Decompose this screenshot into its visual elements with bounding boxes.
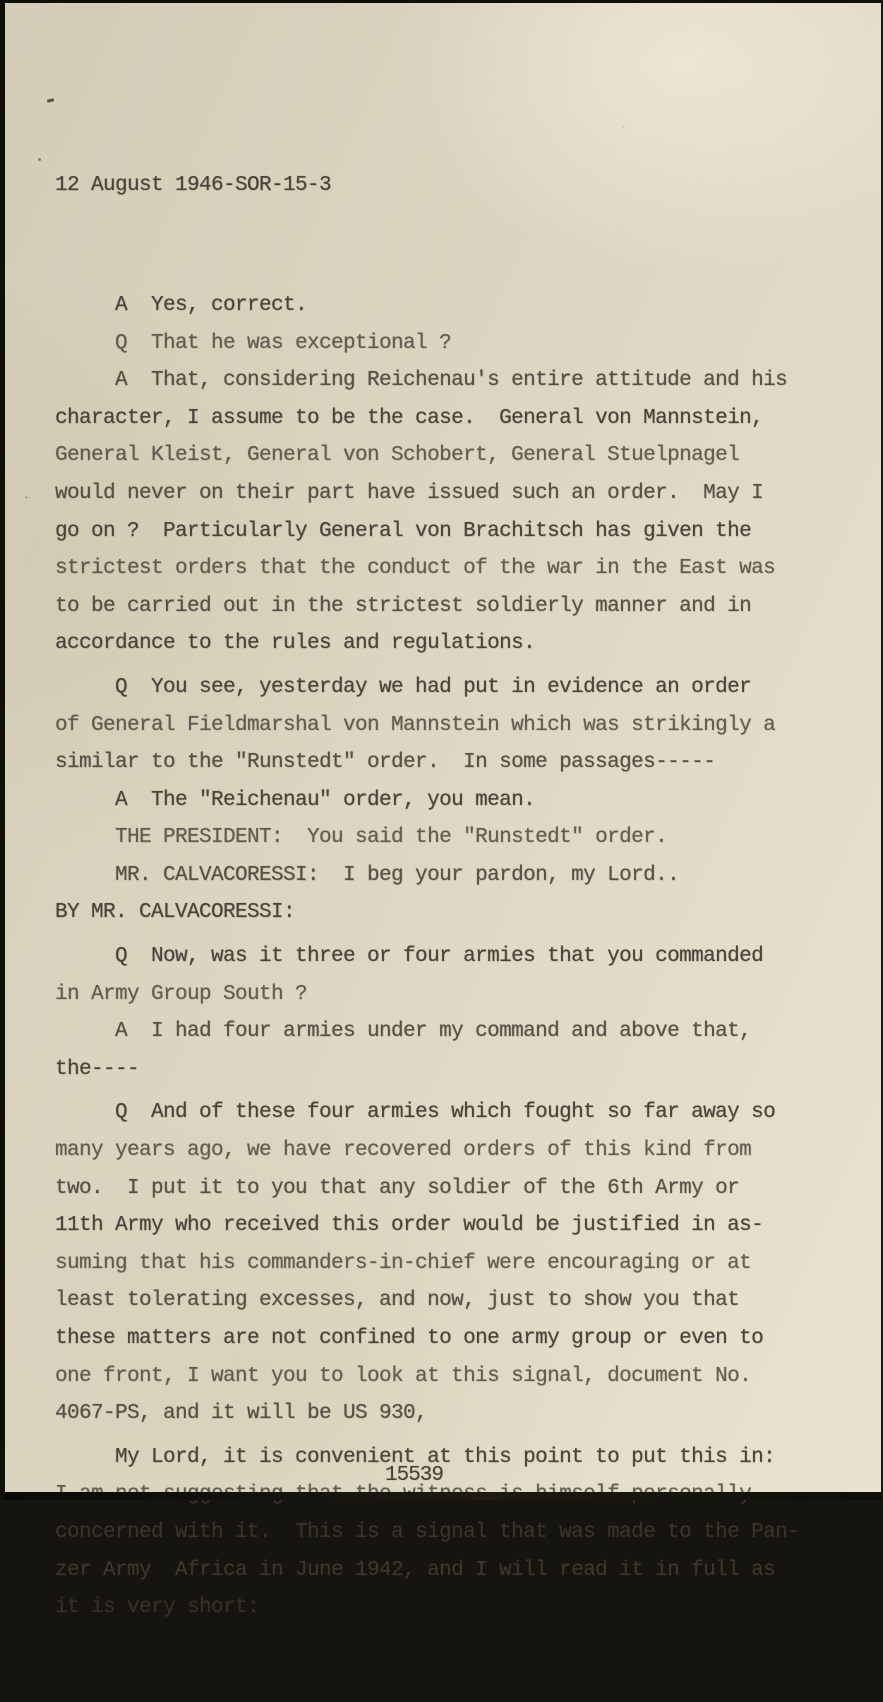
document-line: A That, considering Reichenau's entire attitude and his (55, 369, 788, 393)
document-line: Q And of these four armies which fought so far away so (55, 1101, 776, 1125)
document-line: accordance to the rules and regulations. (55, 632, 536, 656)
document-line: My Lord, it is convenient at this point to put this in: (55, 1445, 776, 1469)
paragraph (55, 287, 853, 663)
paragraph (55, 1094, 853, 1432)
document-line: General Kleist, General von Schobert, General Stuelpnagel (55, 444, 740, 468)
page-number: 15539 (385, 1464, 444, 1487)
document-line: two. I put it to you that any soldier of the 6th Army or (55, 1176, 740, 1200)
document-line: would never on their part have issued such an order. May I (55, 481, 764, 505)
document-line: the---- (55, 1057, 140, 1081)
document-line: 4067-PS, and it will be US 930, (55, 1402, 428, 1426)
document-line: Q That he was exceptional ? (55, 331, 452, 355)
document-line: MR. CALVACORESSI: I beg your pardon, my Lord.. (55, 863, 680, 887)
document-header: 12 August 1946-SOR-15-3 (55, 174, 332, 198)
scan-edge-left (0, 0, 5, 1500)
document-line: THE PRESIDENT: You said the "Runstedt" order. (55, 826, 668, 850)
document-line: BY MR. CALVACORESSI: (55, 901, 296, 925)
document-content (5, 3, 881, 1702)
document-line: many years ago, we have recovered orders of this kind from (55, 1139, 752, 1163)
document-line: A Yes, correct. (55, 293, 308, 317)
document-line: it is very short: (55, 1596, 260, 1620)
document-line: in Army Group South ? (55, 982, 308, 1006)
document-line: similar to the "Runstedt" order. In some passages----- (55, 751, 716, 775)
document-line: suming that his commanders-in-chief were encouraging or at (55, 1251, 752, 1275)
paragraph (55, 669, 853, 932)
document-line: Q Now, was it three or four armies that you commanded (55, 945, 764, 969)
document-line: of General Fieldmarshal von Mannstein which was strikingly a (55, 713, 776, 737)
scan-edge-top (0, 0, 883, 3)
paragraph (55, 1439, 853, 1627)
document-line: 11th Army who received this order would be justified in as- (55, 1214, 764, 1238)
paragraph (55, 938, 853, 1088)
document-line: these matters are not confined to one army group or even to (55, 1327, 764, 1350)
paper-sheet (5, 3, 881, 1620)
document-line: A The "Reichenau" order, you mean. (55, 788, 536, 812)
document-line: least tolerating excesses, and now, just to show you that (55, 1289, 740, 1313)
document-line: character, I assume to be the case. General von Mannstein, (55, 406, 764, 430)
document-body (55, 287, 853, 1627)
document-line: A I had four armies under my command and above that, (55, 1020, 752, 1044)
document-line: strictest orders that the conduct of the war in the East was (55, 557, 776, 581)
document-line: Q You see, yesterday we had put in evidence an order (55, 675, 752, 699)
scan-edge-bottom (0, 1492, 883, 1500)
document-line: concerned with it. This is a signal that was made to the Pan- (55, 1520, 800, 1544)
document-line: to be carried out in the strictest soldierly manner and in (55, 594, 752, 618)
document-line: one front, I want you to look at this signal, document No. (55, 1364, 752, 1388)
document-line: go on ? Particularly General von Brachitsch has given the (55, 519, 752, 543)
document-line: zer Army Africa in June 1942, and I will read it in full as (55, 1558, 776, 1582)
